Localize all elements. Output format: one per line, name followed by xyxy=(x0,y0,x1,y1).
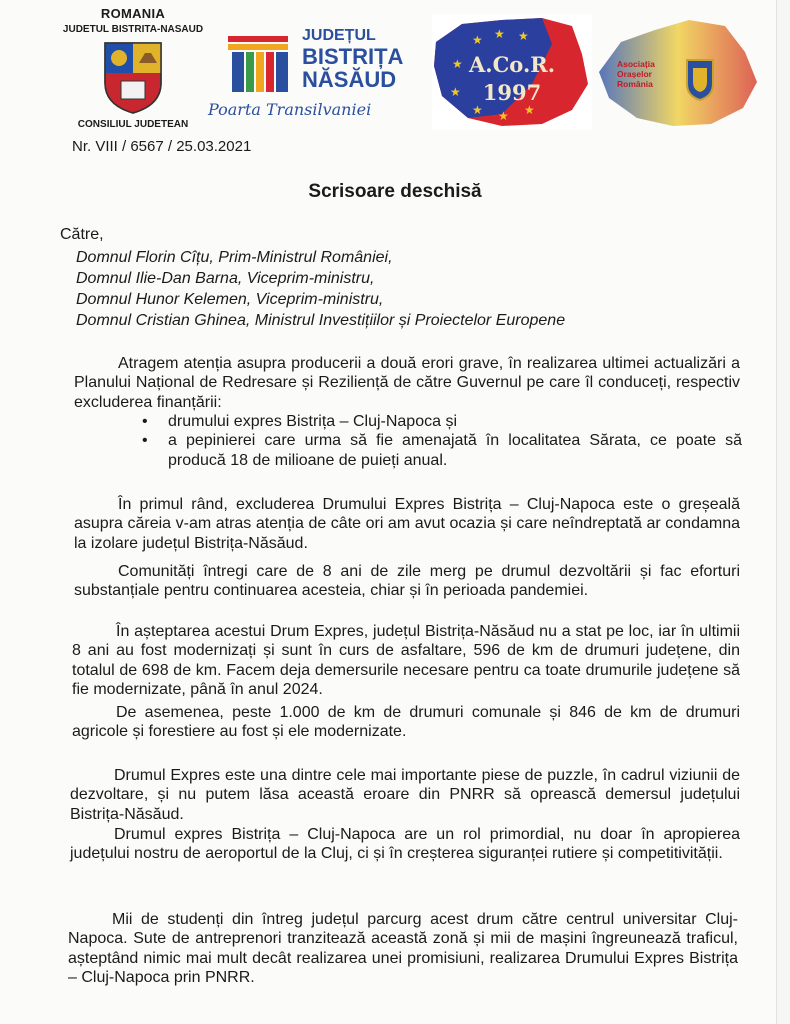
aor-logo xyxy=(593,12,763,130)
logo-county-line2: BISTRIȚA xyxy=(302,43,404,69)
svg-text:★: ★ xyxy=(498,109,509,123)
paragraph-7: Drumul expres Bistrița – Cluj-Napoca are un rol primordial, nu doar în apropierea județului nostru de aeroportul de la Cluj, ci și în creșterea siguranței rutiere și competitivității. xyxy=(70,826,740,863)
bullet-list xyxy=(142,412,742,470)
bullet-item: • drumului expres Bistrița – Cluj-Napoca și xyxy=(142,412,742,431)
paragraph-6: Drumul Expres este una dintre cele mai importante piese de puzzle, în cadrul viziunii de dezvoltare, și nu putem lăsa această eroare din PNRR să oprească demersul județului Bistrița-Năsăud. xyxy=(70,767,740,823)
bistrita-nasaud-logo xyxy=(208,20,424,130)
svg-text:★: ★ xyxy=(450,85,461,99)
svg-text:★: ★ xyxy=(472,33,483,47)
letter-title: Scrisoare deschisă xyxy=(308,181,482,202)
paragraph-5: De asemenea, peste 1.000 de km de drumuri comunale și 846 de km de drumuri agricole și forestiere au fost și ele modernizate. xyxy=(72,704,740,741)
country-label: ROMANIA xyxy=(100,6,166,21)
paragraph-2: În primul rând, excluderea Drumului Expres Bistrița – Cluj-Napoca este o greșeală asupra căreia v-am atras atenția de câte ori am avut ocazia și care neîndreptată ar condamna la izolare județul Bistrița-Năsăud. xyxy=(74,496,740,552)
coat-of-arms-icon xyxy=(101,39,165,115)
logo-county-line3: NĂSĂUD xyxy=(302,66,397,92)
paragraph-1: Atragem atenția asupra producerii a două erori grave, în realizarea ultimei actualizări a Planului Național de Redresare și Reziliență de către Guvernul pe care îl conduceți, respectiv excluderea finanțării: xyxy=(74,355,740,411)
aor-line-3: România xyxy=(617,78,653,89)
acor-title: A.Co.R. xyxy=(468,52,556,77)
recipient-line: Domnul Cristian Ghinea, Ministrul Investițiilor și Proiectelor Europene xyxy=(76,312,566,329)
svg-text:★: ★ xyxy=(524,103,535,117)
recipient-list xyxy=(76,247,565,331)
logo-slogan: Poarta Transilvaniei xyxy=(208,100,372,119)
salutation: Către, xyxy=(60,226,104,243)
acor-year: 1997 xyxy=(482,80,542,105)
svg-text:★: ★ xyxy=(452,57,463,71)
aor-line-2: Orașelor xyxy=(617,68,652,79)
paragraph-8: Mii de studenți din întreg județul parcurg acest drum către centrul universitar Cluj-Napoca. Sute de antreprenori tranzitează această zonă și mii de mașini îngreunează traficul, așteptând nimic mai mult decât realizarea unei promisiuni, realizarea Drumului Expres Bistrița – Cluj-Napoca prin PNRR. xyxy=(68,911,738,986)
paragraph-4: În așteptarea acestui Drum Expres, județul Bistrița-Năsăud nu a stat pe loc, iar în ultimii 8 ani au fost modernizați și sunt în curs de asfaltare, 596 de km de drumuri județene, din totalul de 698 de km. Facem deja demersurile necesare pentru ca toate drumurile județene să fie modernizate, până în anul 2024. xyxy=(72,623,740,698)
county-council-crest-block xyxy=(58,6,208,130)
registration-number: Nr. VIII / 6567 / 25.03.2021 xyxy=(72,138,252,155)
county-logo-icon xyxy=(222,32,294,96)
svg-text:★: ★ xyxy=(518,29,529,43)
council-label: CONSILIUL JUDETEAN xyxy=(77,119,189,130)
county-logo-text xyxy=(302,28,403,91)
recipient-line: Domnul Hunor Kelemen, Viceprim-ministru, xyxy=(76,291,384,308)
acor-logo xyxy=(432,14,592,130)
logo-county-line1: JUDEȚUL xyxy=(302,27,376,44)
svg-text:★: ★ xyxy=(494,27,505,41)
recipient-line: Domnul Florin Cîțu, Prim-Ministrul României, xyxy=(76,249,393,266)
aor-line-1: Asociația xyxy=(617,59,655,69)
aor-text xyxy=(617,60,655,89)
svg-text:★: ★ xyxy=(472,103,483,117)
paragraph-3: Comunități întregi care de 8 ani de zile merg pe drumul dezvoltării și fac eforturi substanțiale pentru continuarea acesteia, chiar și în perioada pandemiei. xyxy=(74,563,740,600)
county-label: JUDETUL BISTRITA-NASAUD xyxy=(62,24,204,35)
recipient-line: Domnul Ilie-Dan Barna, Viceprim-ministru, xyxy=(76,270,375,287)
bullet-item: • a pepinierei care urma să fie amenajată în localitatea Sărata, ce poate să producă 18 de milioane de puieți anual. xyxy=(142,431,742,470)
